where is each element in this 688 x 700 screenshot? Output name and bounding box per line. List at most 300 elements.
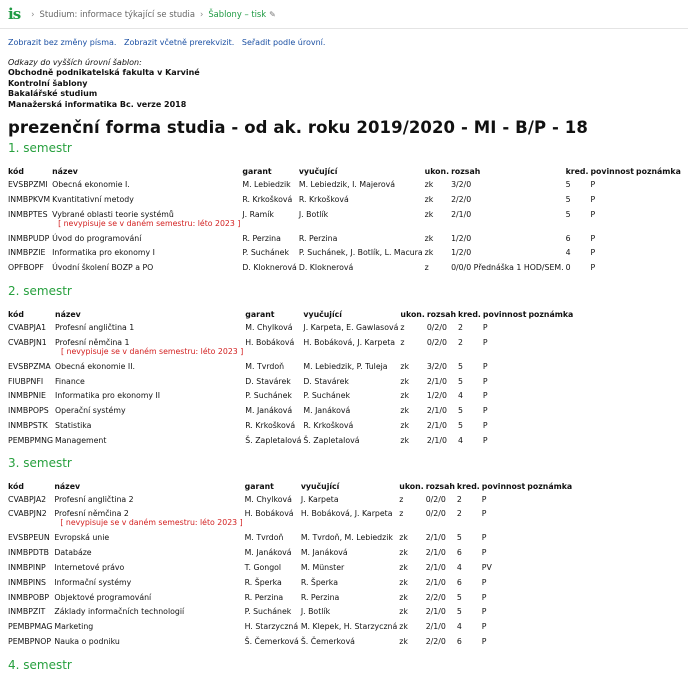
course-name-cell[interactable] [55,323,245,338]
course-name[interactable]: Internetové právo [54,562,125,572]
cell-garant[interactable]: Š. Zapletalová [245,435,302,445]
table-row [8,210,683,234]
cell-pov: P [481,509,487,519]
table-row [8,495,574,510]
column-header: kód [8,310,24,320]
course-name-cell[interactable] [52,234,242,249]
cell-kred: 5 [565,180,571,190]
cell-kred: 5 [458,361,463,371]
cell-ukon: zk [400,421,410,430]
cell-rozsah: 0/2/0 [425,494,446,504]
column-header: vyučující [303,310,342,320]
course-name-cell[interactable] [55,362,245,377]
upper-level-control[interactable]: Kontrolní šablony [8,78,88,88]
breadcrumb-item-current: Šablony – tisk [208,9,267,19]
course-name[interactable]: Operační systémy [55,406,126,416]
cell-rozsah: 0/2/0 [426,337,447,347]
cell-vyucujici[interactable]: M. Lebiedzik, I. Majerová [298,180,396,190]
table-row [8,234,683,249]
cell-garant[interactable]: M. Tvrdoň [245,361,285,371]
cell-pozn [527,509,574,533]
column-header: garant [245,310,275,320]
cell-ukon: zk [400,406,410,416]
cell-pozn [636,210,683,234]
cell-vyucujici[interactable]: J. Karpeta, E. Gawlasová [303,323,399,333]
cell-garant[interactable]: R. Perzina [242,233,281,243]
cell-ukon: zk [399,548,408,558]
cell-kod[interactable]: INMBPTES [8,209,48,219]
column-header: kred. [458,310,481,320]
cell-vyucujici[interactable]: M. Münster [300,562,345,572]
cell-kod[interactable]: CVABPJN2 [8,509,47,519]
table-row [8,593,574,608]
breadcrumb-bar [0,0,688,29]
table-row [8,377,575,392]
cell-vyucujici[interactable]: P. Suchánek [303,391,351,401]
course-name[interactable]: Statistika [55,421,92,430]
cell-vyucujici[interactable]: M. Lebiedzik, P. Tuleja [303,361,388,371]
cell-kred: 5 [458,376,463,386]
cell-kod[interactable]: INMBPKVM [8,194,51,204]
table-row [8,622,574,637]
cell-vyucujici[interactable]: Š. Čemerková [300,636,355,646]
column-header: vyučující [298,167,338,177]
cell-vyucujici[interactable]: D. Kloknerová [298,263,354,273]
cell-vyucujici[interactable]: J. Botlík [298,209,329,219]
course-name[interactable]: Informatika pro ekonomy II [55,391,161,401]
cell-kred: 5 [458,406,463,416]
course-name-cell[interactable] [55,377,245,392]
cell-rozsah: 1/2/0 [451,248,472,258]
column-header: rozsah [426,310,457,320]
cell-pozn [527,607,574,622]
cell-pov: P [481,636,487,646]
course-name[interactable]: Úvodní školení BOZP a PO [52,263,154,273]
cell-garant[interactable]: H. Bobáková [245,337,295,347]
column-header: rozsah [425,481,455,491]
course-name-cell[interactable] [54,563,244,578]
course-name[interactable]: Základy informačních technologií [54,607,185,617]
cell-pozn [527,593,574,608]
cell-kred: 6 [456,577,462,587]
cell-kod[interactable]: INMBPOBP [8,592,50,602]
cell-garant[interactable]: R. Krkošková [242,194,293,204]
cell-rozsah: 2/1/0 [426,435,447,445]
cell-ukon: zk [399,533,408,543]
cell-vyucujici[interactable]: P. Suchánek, J. Botlík, L. Macura [298,248,423,258]
chevron-right-icon: › [31,9,35,19]
cell-kred: 2 [456,509,462,519]
cell-pozn [528,338,575,362]
upper-level-faculty[interactable]: Obchodně podnikatelská fakulta v Karviné [8,68,200,78]
course-name[interactable]: Kvantitativní metody [52,194,134,204]
cell-kod[interactable]: INMBPINS [8,577,46,587]
link-no-font-change[interactable]: Zobrazit bez změny písma. [8,38,117,47]
semester-heading: 2. semestr [8,284,72,299]
course-table [8,310,575,451]
cell-garant[interactable]: T. Gongol [244,562,282,572]
course-name-cell[interactable] [54,622,244,637]
cell-rozsah: 3/2/0 [426,361,447,371]
column-header: vyučující [300,481,340,491]
cell-garant[interactable]: M. Janáková [245,406,293,416]
cell-vyucujici[interactable]: H. Bobáková, J. Karpeta [303,337,396,347]
cell-ukon: zk [424,194,434,204]
cell-pov: P [590,233,596,243]
cell-rozsah: 2/2/0 [425,592,446,602]
cell-pov: P [482,421,488,430]
course-name-cell[interactable] [52,195,242,210]
cell-kod[interactable]: INMBPUDP [8,233,50,243]
cell-kred: 4 [456,622,462,632]
cell-rozsah: 2/1/0 [425,607,446,617]
breadcrumb-item-studium[interactable]: Studium: informace týkající se studia [39,9,195,19]
cell-garant[interactable]: M. Chylková [244,494,292,504]
cell-rozsah: 0/2/0 [426,323,447,333]
cell-kod[interactable]: INMBPOPS [8,406,49,416]
cell-kred: 5 [565,209,571,219]
cell-pov: P [590,209,596,219]
cell-vyucujici[interactable]: R. Krkošková [303,421,354,430]
table-row [8,338,575,362]
cell-ukon: zk [400,361,410,371]
cell-rozsah: 2/1/0 [425,577,446,587]
column-header: poznámka [527,481,573,491]
cell-pozn [636,180,683,195]
table-header-row [8,167,683,180]
column-header: rozsah [451,167,481,177]
cell-kred: 5 [456,533,462,543]
cell-pozn [527,563,574,578]
cell-pov: P [482,337,488,347]
cell-pozn [528,421,575,436]
course-name-cell[interactable] [55,436,245,451]
cell-pozn [636,248,683,263]
course-name[interactable]: Úvod do programování [52,233,142,243]
cell-kod[interactable]: PEMBPMAG [8,622,53,632]
upper-levels-label: Odkazy do vyšších úrovní šablon: [8,58,142,67]
semester-heading: 3. semestr [8,455,72,470]
column-header: poznámka [528,310,574,320]
course-name-cell[interactable] [52,180,242,195]
cell-kred: 6 [456,548,462,558]
course-name[interactable]: Profesní angličtina 2 [54,494,134,504]
column-header: název [55,310,81,320]
main-content [0,38,688,672]
course-name[interactable]: Obecná ekonomie I. [52,180,130,190]
cell-garant[interactable]: H. Starzyczná [244,622,299,632]
course-name[interactable]: Databáze [54,548,92,558]
table-row [8,323,575,338]
semesters-container [8,141,680,672]
course-name[interactable]: Objektové programování [54,592,152,602]
table-row [8,637,574,652]
cell-vyucujici[interactable]: R. Krkošková [298,194,349,204]
cell-garant[interactable]: P. Suchánek [242,248,289,258]
course-name[interactable]: Profesní angličtina 1 [55,323,135,333]
semester-heading: 4. semestr [8,657,72,672]
course-name-cell[interactable] [54,578,244,593]
table-row [8,509,574,533]
course-name[interactable]: Obecná ekonomie II. [55,361,136,371]
cell-kred: 5 [456,607,462,617]
cell-ukon: z [399,494,404,504]
table-row [8,362,575,377]
table-row [8,436,575,451]
upper-level-bachelor[interactable]: Bakalářské studium [8,89,98,99]
cell-pov: P [481,607,487,617]
cell-garant[interactable]: M. Tvrdoň [244,533,284,543]
cell-garant[interactable]: R. Šperka [244,577,282,587]
cell-vyucujici[interactable]: R. Šperka [300,577,338,587]
course-name-cell[interactable] [52,263,242,278]
column-header: kred. [456,481,480,491]
course-name-cell[interactable] [55,406,245,421]
cell-kred: 4 [565,248,571,258]
cell-vyucujici[interactable]: M. Janáková [300,548,348,558]
cell-kod[interactable]: OPFBOPF [8,263,44,273]
cell-kred: 2 [458,323,463,333]
cell-garant[interactable]: J. Ramík [242,209,274,219]
table-row [8,533,574,548]
cell-rozsah: 3/2/0 [451,180,472,190]
course-name-cell[interactable] [54,533,244,548]
course-name-cell[interactable] [55,421,245,436]
cell-vyucujici[interactable]: R. Perzina [300,592,340,602]
cell-kod[interactable]: CVABPJA2 [8,494,47,504]
cell-kod[interactable]: EVSBPEUN [8,533,50,543]
cell-ukon: z [400,323,405,333]
course-name-cell[interactable] [54,637,244,652]
cell-pozn [527,622,574,637]
cell-pozn [528,362,575,377]
cell-pozn [528,391,575,406]
cell-pozn [528,406,575,421]
cell-ukon: zk [399,636,408,646]
column-header: ukon. [400,310,425,320]
cell-pov: P [481,533,487,543]
cell-vyucujici[interactable]: H. Bobáková, J. Karpeta [300,509,393,519]
not-offered-note: [ nevypisuje se v daném semestru: léto 2023 ] [60,518,243,528]
course-name-cell[interactable] [55,391,245,406]
table-row [8,263,683,278]
cell-pov: P [590,194,596,204]
table-row [8,421,575,436]
course-name[interactable]: Management [55,435,107,445]
cell-garant[interactable]: R. Perzina [244,592,284,602]
cell-garant[interactable]: D. Kloknerová [242,263,297,273]
cell-ukon: zk [424,233,434,243]
cell-rozsah: 2/1/0 [425,562,446,572]
cell-vyucujici[interactable]: J. Botlík [300,607,331,617]
cell-kod[interactable]: EVSBPZMA [8,361,51,371]
cell-pov: P [590,263,596,273]
cell-pov: PV [481,562,492,572]
chevron-right-icon: › [199,9,204,19]
is-logo[interactable]: is [8,5,21,23]
cell-vyucujici[interactable]: M. Tvrdoň, M. Lebiedzik [300,533,393,543]
cell-pozn [528,436,575,451]
cell-rozsah: 1/2/0 [426,391,447,401]
column-header: povinnost [482,310,527,320]
cell-kod[interactable]: FIUBPNFI [8,376,44,386]
cell-pov: P [482,361,488,371]
cell-rozsah: 2/1/0 [426,376,447,386]
course-name[interactable]: Informatika pro ekonomy I [52,248,155,258]
cell-garant[interactable]: D. Stavárek [245,376,291,386]
cell-garant[interactable]: M. Lebiedzik [242,180,291,190]
column-header: poznámka [636,167,681,177]
cell-vyucujici[interactable]: M. Janáková [303,406,351,416]
cell-kod[interactable]: PEMBPNOP [8,636,52,646]
cell-ukon: zk [399,592,408,602]
cell-vyucujici[interactable]: R. Perzina [298,233,338,243]
cell-garant[interactable]: M. Janáková [244,548,292,558]
cell-kred: 6 [456,636,462,646]
course-name-cell[interactable] [54,509,244,533]
table-row [8,180,683,195]
cell-garant[interactable]: Š. Čemerková [244,636,299,646]
cell-vyucujici[interactable]: J. Karpeta [300,494,339,504]
cell-ukon: z [399,509,404,519]
cell-kred: 2 [456,494,462,504]
cell-pozn [527,637,574,652]
table-row [8,248,683,263]
table-header-row [8,310,575,323]
course-name[interactable]: Informační systémy [54,577,132,587]
cell-kred: 4 [458,391,463,401]
cell-garant[interactable]: H. Bobáková [244,509,294,519]
table-row [8,406,575,421]
column-header: garant [244,481,274,491]
cell-ukon: zk [424,180,434,190]
course-name[interactable]: Evropská unie [54,533,110,543]
cell-garant[interactable]: R. Krkošková [245,421,296,430]
breadcrumb [26,9,276,19]
cell-rozsah: 2/1/0 [425,548,446,558]
cell-rozsah: 2/2/0 [451,194,472,204]
course-name-cell[interactable] [52,248,242,263]
cell-rozsah: 2/1/0 [426,406,447,416]
cell-pov: P [482,376,488,386]
course-name[interactable]: Profesní němčina 1 [55,337,130,347]
course-name-cell[interactable] [54,548,244,563]
upper-levels [8,58,680,110]
cell-rozsah: 0/2/0 [425,509,446,519]
cell-kod[interactable]: INMBPZIE [8,248,46,258]
cell-pozn [528,323,575,338]
cell-kod[interactable]: INMBPZIT [8,607,46,617]
link-sort-by-level[interactable]: Seřadit podle úrovní. [241,38,326,47]
cell-pozn [636,195,683,210]
pin-icon[interactable]: ✎ [269,9,276,19]
cell-kred: 4 [458,435,463,445]
course-name[interactable]: Nauka o podniku [54,636,120,646]
course-name-cell[interactable] [54,607,244,622]
table-row [8,607,574,622]
cell-ukon: z [424,263,429,273]
cell-garant[interactable]: P. Suchánek [244,607,292,617]
column-header: název [54,481,81,491]
course-name[interactable]: Profesní němčina 2 [54,509,129,519]
cell-pozn [527,548,574,563]
course-name-cell[interactable] [54,593,244,608]
cell-kred: 0 [565,263,571,273]
course-name[interactable]: Finance [55,376,85,386]
cell-ukon: zk [399,577,408,587]
cell-ukon: zk [424,248,434,258]
cell-ukon: zk [400,391,410,401]
cell-pozn [636,263,683,278]
cell-pov: P [481,548,487,558]
cell-rozsah: 1/2/0 [451,233,472,243]
column-header: povinnost [590,167,634,177]
cell-ukon: zk [399,607,408,617]
cell-rozsah: 0/0/0 Přednáška 1 HOD/SEM. [451,263,564,273]
cell-vyucujici[interactable]: M. Klepek, H. Starzyczná [300,622,398,632]
cell-kred: 5 [456,592,462,602]
upper-level-program[interactable]: Manažerská informatika Bc. verze 2018 [8,99,187,109]
not-offered-note: [ nevypisuje se v daném semestru: léto 2023 ] [61,346,244,356]
column-header: ukon. [399,481,424,491]
cell-garant[interactable]: P. Suchánek [245,391,292,401]
cell-pov: P [482,391,488,401]
table-row [8,195,683,210]
cell-kod[interactable]: EVSBPZMI [8,180,48,190]
cell-pozn [527,495,574,510]
view-links [8,38,680,47]
column-header: povinnost [481,481,526,491]
cell-kred: 6 [565,233,571,243]
cell-kod[interactable]: INMBPNIE [8,391,46,401]
cell-rozsah: 2/1/0 [426,421,447,430]
course-name-cell[interactable] [52,210,242,234]
cell-vyucujici[interactable]: Š. Zapletalová [303,435,360,445]
cell-pov: P [481,577,487,587]
cell-pozn [527,533,574,548]
cell-kod[interactable]: PEMBPMNG [8,435,54,445]
cell-rozsah: 2/1/0 [451,209,472,219]
column-header: ukon. [424,167,450,177]
cell-pozn [636,234,683,249]
cell-vyucujici[interactable]: D. Stavárek [303,376,349,386]
course-name[interactable]: Vybrané oblasti teorie systémů [52,209,174,219]
cell-kod[interactable]: CVABPJN1 [8,337,47,347]
column-header: kód [8,167,24,177]
cell-kred: 4 [456,562,462,572]
page-title: prezenční forma studia - od ak. roku 2019/2020 - MI - B/P - 18 [8,118,588,138]
cell-kred: 5 [565,194,571,204]
not-offered-note: [ nevypisuje se v daném semestru: léto 2023 ] [58,218,241,228]
cell-ukon: zk [399,622,408,632]
course-name-cell[interactable] [54,495,244,510]
cell-kod[interactable]: INMBPINP [8,562,46,572]
cell-kred: 5 [458,421,463,430]
cell-pozn [528,377,575,392]
cell-rozsah: 2/1/0 [425,622,446,632]
column-header: název [52,167,78,177]
cell-kod[interactable]: INMBPDTB [8,548,50,558]
cell-pov: P [482,406,488,416]
cell-kod[interactable]: INMBPSTK [8,421,48,430]
semester-heading: 1. semestr [8,141,72,156]
cell-garant[interactable]: M. Chylková [245,323,293,333]
course-name-cell[interactable] [55,338,245,362]
column-header: kred. [565,167,589,177]
course-name[interactable]: Marketing [54,622,94,632]
cell-kod[interactable]: CVABPJA1 [8,323,47,333]
link-with-prerequisites[interactable]: Zobrazit včetně prerekvizit. [124,38,235,47]
